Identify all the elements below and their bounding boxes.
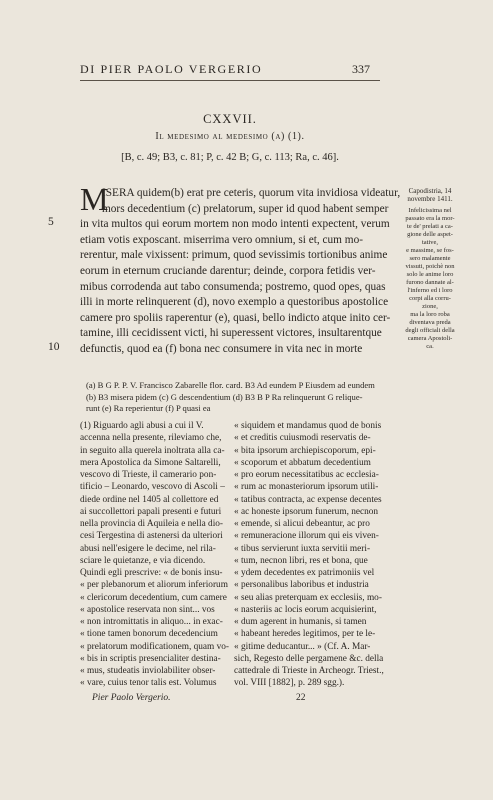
text-line: mibus corrodenda aut tabo consumenda; postremo, quod opes, quas bbox=[80, 280, 386, 293]
running-head: DI PIER PAOLO VERGERIO bbox=[80, 62, 263, 76]
page-number: 337 bbox=[352, 62, 370, 76]
line-number: 5 bbox=[48, 216, 54, 228]
manuscript-sigla: [B, c. 49; B3, c. 81; P, c. 42 B; G, c. 113; Ra, c. 46]. bbox=[121, 152, 339, 163]
letter-heading: Il medesimo al medesimo (a) (1). bbox=[155, 131, 305, 142]
footnote-column-left: (1) Riguardo agli abusi a cui il V. accenna nella presente, rileviamo che, in seguito alla querela inoltrata alla ca- mera Apostolica da Simone Saltarelli, vescovo di Trieste, il camerario pon- tificio – Leonardo, vescovo di Ascoli – diede ordine nel 1405 al collettore ed ai succollettori papali presenti e futuri nella provincia di Aquileia e nella dio- cesi Tergestina di astenersi da ulteriori abusi nell'esigere le decime, nel rila- sciare le quietanze, e via dicendo. Quindi egli prescrive: « de bonis insu- « per plebanorum et aliorum inferiorum « clericorum decedentium, cum camere « apostolice reservata non sint... vos « non intromittatis in aliquo... in exac- « tione tamen bonorum decedencium « prelatorum modificationem, quam vo- « bis in scriptis presencialiter destina- « mus, studeatis inviolabiliter obser- « vare, cuius tenor talis est. Volumus bbox=[80, 421, 229, 689]
footnote-column-right: « siquidem et mandamus quod de bonis « et creditis cuiusmodi reservatis de- « bita ipsorum archiepiscoporum, epi- « scoporum et abbatum decedentium « pro eorum necessitatibus ac ecclesia- « rum ac monasteriorum ipsorum utili- « tatibus contracta, ac expense decentes « ac honeste ipsorum funerum, necnon « emende, si alicui debeantur, ac pro « remuneracione illorum qui eis viven- « tibus servierunt iuxta servitii meri- « tum, necnon libri, res et bona, que « ydem decedentes ex patrimoniis vel « personalibus laboribus et industria « seu alias preterquam ex ecclesiis, mo- « nasteriis ac locis eorum acquisierint, « dum agerent in humanis, si tamen « habeant heredes legitimos, per te le- « gitime deducantur... » (Cf. A. Mar- sich, Regesto delle pergamene &c. della cattedrale di Trieste in Archeogr. Triest., vol. VIII [1882], p. 289 sgg.). bbox=[234, 421, 384, 689]
footer-signature: 22 bbox=[296, 693, 306, 703]
text-line: illi in morte relinquerent (d), novo exemplo a questoribus apostolice bbox=[80, 296, 389, 309]
text-line: tamine, illi cecidissent victi, hi superessent victores, insultarentque bbox=[80, 327, 382, 340]
letter-number: CXXVII. bbox=[203, 112, 257, 126]
text-line: eorum in eternum cruciande darentur; deinde, corpora fetidis ver- bbox=[80, 264, 376, 277]
letter-text bbox=[80, 186, 401, 358]
text-line: rerentur, male vixissent: primum, quod sevissimis tortionibus anime bbox=[80, 249, 388, 262]
text-line: mors decedentium (c) prelatorum, super id quod habent semper bbox=[102, 202, 389, 215]
sidenote-summary-1: Infelicissima nel passato era la mor- te de' prelati a ca- gione delle aspet- tative, bbox=[405, 207, 455, 246]
text-line: defunctis, quod ea (f) bona nec consumere in vita nec in morte bbox=[80, 342, 363, 355]
sidenote-date: Capodistria, 14 novembre 1411. bbox=[407, 187, 453, 203]
header-rule bbox=[80, 80, 380, 81]
sidenote-summary-2: e massime, se fos- sero malamente vissuti, poichè non solo le anime loro furono dannate al- l'inferno ed i loro corpi alla corru- zione, ma la loro roba diventava preda degli officiali della camera Apostoli- ca. bbox=[405, 247, 455, 350]
critical-apparatus bbox=[86, 380, 378, 415]
text-line: in vita multos qui eorum mortem non modo intenti expectent, verum bbox=[80, 218, 390, 231]
footer-author: Pier Paolo Vergerio. bbox=[92, 693, 171, 703]
apparatus-line: (b) B3 misera pidem (c) G descendentium (d) B3 B P Ra relinquerunt G relique- bbox=[86, 391, 363, 402]
apparatus-line: runt (e) Ra reperientur (f) P quasi ea bbox=[86, 403, 211, 413]
text-line: etiam votis exposcant. miserrima vero omnium, si et, cum mo- bbox=[80, 233, 363, 246]
text-line: camere pro spoliis raperentur (e), quasi, bello indicto atque inito cer- bbox=[80, 311, 391, 324]
line-number: 10 bbox=[48, 341, 60, 353]
apparatus-line: (a) B G P. P. V. Francisco Zabarelle flor. card. B3 Ad eundem P Eiusdem ad eundem bbox=[86, 380, 375, 390]
text-line: ISERA quidem(b) erat pre ceteris, quorum vita invidiosa videatur, bbox=[102, 187, 401, 199]
drop-cap: M bbox=[80, 181, 109, 217]
